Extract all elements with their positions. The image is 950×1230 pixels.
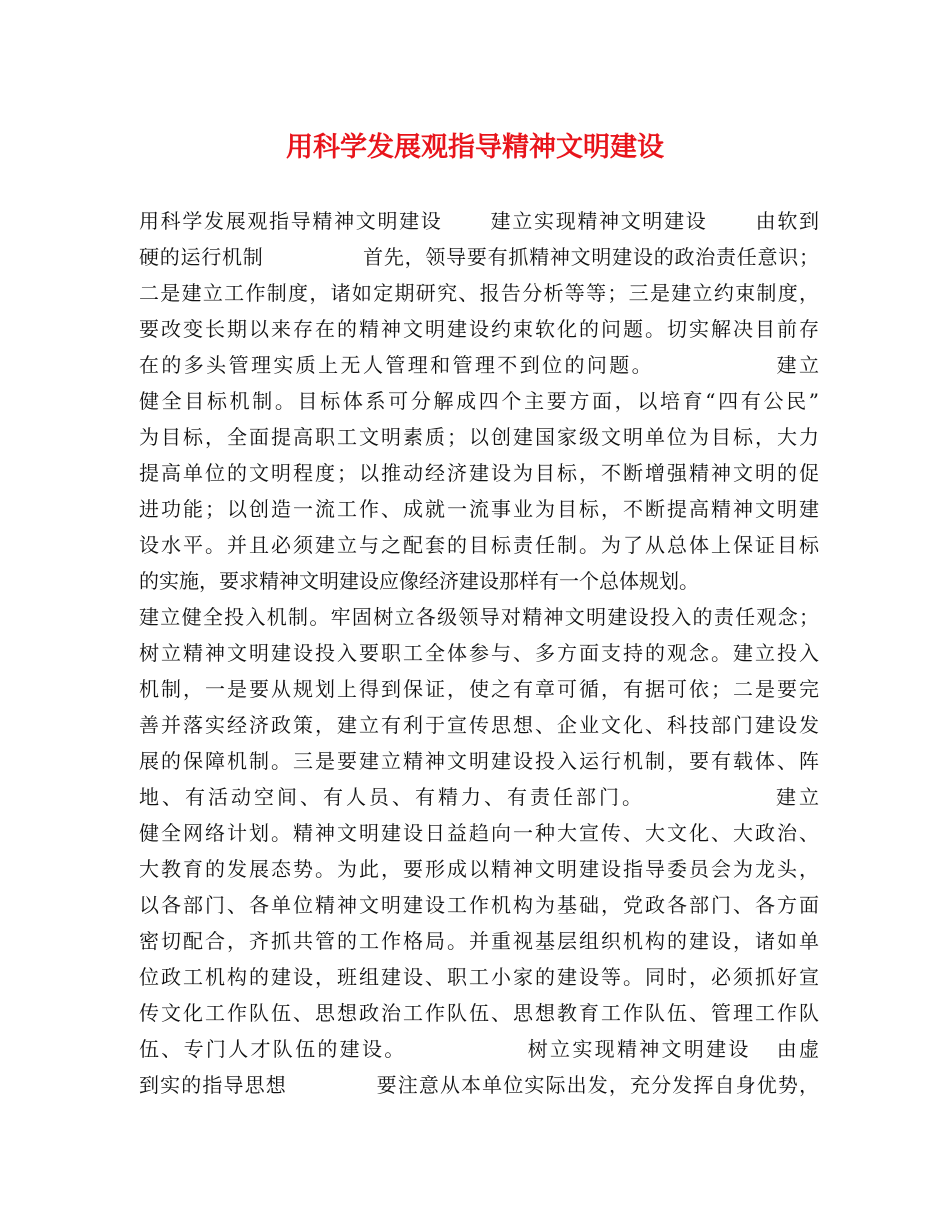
body-line: 建立健全投入机制。牢固树立各级领导对精神文明建设投入的责任观念； xyxy=(139,605,819,629)
body-line: 大教育的发展态势。为此，要形成以精神文明建设指导委员会为龙头， xyxy=(139,857,819,881)
body-line: 用科学发展观指导精神文明建设 建立实现精神文明建设 由软到 xyxy=(139,209,819,233)
body-line: 健全网络计划。精神文明建设日益趋向一种大宣传、大文化、大政治、 xyxy=(139,821,819,845)
body-line: 在的多头管理实质上无人管理和管理不到位的问题。 建立 xyxy=(139,353,819,377)
body-line: 的实施，要求精神文明建设应像经济建设那样有一个总体规划。 xyxy=(139,569,699,593)
body-line: 展的保障机制。三是要建立精神文明建设投入运行机制，要有载体、阵 xyxy=(139,749,819,773)
body-line: 要改变长期以来存在的精神文明建设约束软化的问题。切实解决目前存 xyxy=(139,317,819,341)
body-line: 到实的指导思想 要注意从本单位实际出发，充分发挥自身优势， xyxy=(139,1073,819,1097)
body-line: 为目标，全面提高职工文明素质；以创建国家级文明单位为目标，大力 xyxy=(139,425,819,449)
body-line: 提高单位的文明程度；以推动经济建设为目标，不断增强精神文明的促 xyxy=(139,461,819,485)
body-line: 机制，一是要从规划上得到保证，使之有章可循，有据可依；二是要完 xyxy=(139,677,819,701)
body-line: 伍、专门人才队伍的建设。 树立实现精神文明建设 由虚 xyxy=(139,1037,819,1061)
body-line: 以各部门、各单位精神文明建设工作机构为基础，党政各部门、各方面 xyxy=(139,893,819,917)
body-line: 进功能；以创造一流工作、成就一流事业为目标，不断提高精神文明建 xyxy=(139,497,819,521)
body-line: 设水平。并且必须建立与之配套的目标责任制。为了从总体上保证目标 xyxy=(139,533,819,557)
body-line: 树立精神文明建设投入要职工全体参与、多方面支持的观念。建立投入 xyxy=(139,641,819,665)
body-line: 密切配合，齐抓共管的工作格局。并重视基层组织机构的建设，诸如单 xyxy=(139,929,819,953)
body-line: 二是建立工作制度，诸如定期研究、报告分析等等；三是建立约束制度， xyxy=(139,281,819,305)
body-line: 位政工机构的建设，班组建设、职工小家的建设等。同时，必须抓好宣 xyxy=(139,965,819,989)
body-line: 健全目标机制。目标体系可分解成四个主要方面，以培育“四有公民” xyxy=(139,389,819,413)
document-title: 用科学发展观指导精神文明建设 xyxy=(286,132,664,163)
body-line: 地、有活动空间、有人员、有精力、有责任部门。 建立 xyxy=(139,785,819,809)
document-body xyxy=(139,203,819,1103)
body-line: 善并落实经济政策，建立有利于宣传思想、企业文化、科技部门建设发 xyxy=(139,713,819,737)
body-line: 传文化工作队伍、思想政治工作队伍、思想教育工作队伍、管理工作队 xyxy=(139,1001,819,1025)
body-line: 硬的运行机制 首先，领导要有抓精神文明建设的政治责任意识； xyxy=(139,245,819,269)
